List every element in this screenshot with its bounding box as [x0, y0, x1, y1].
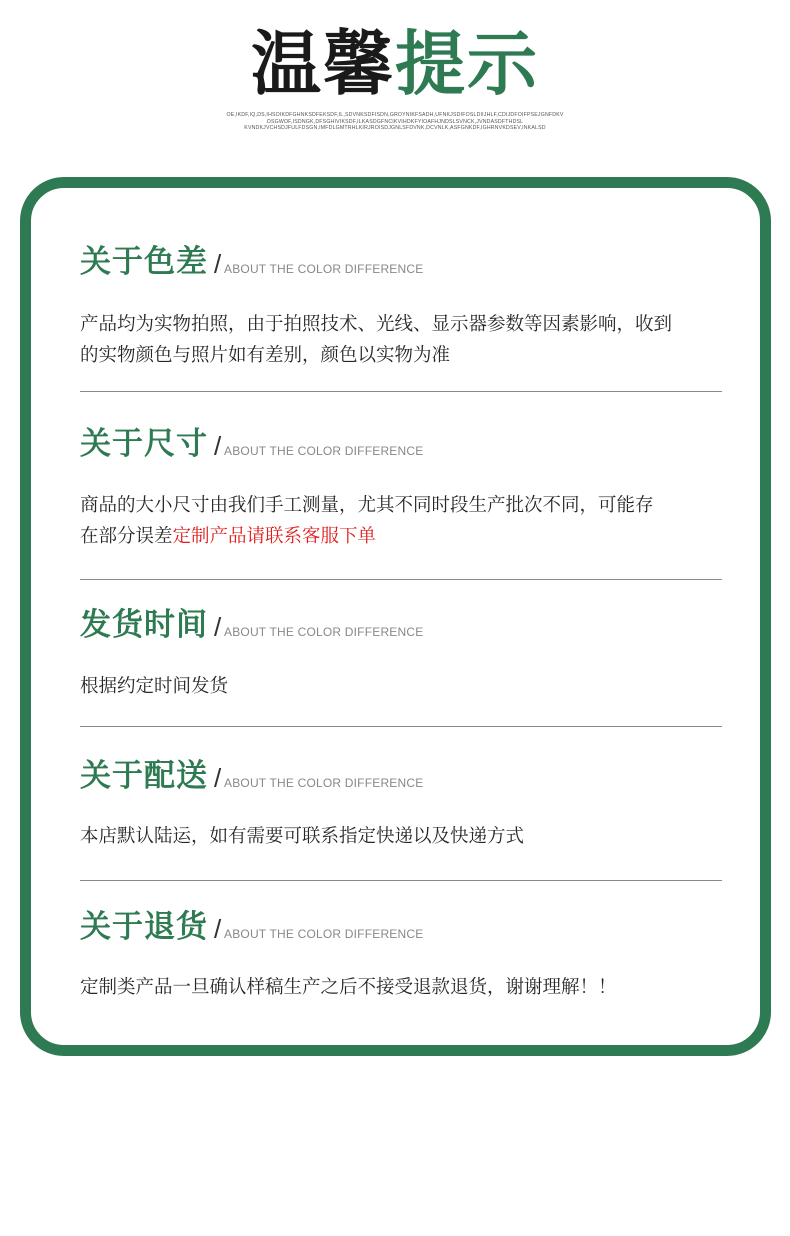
- section-title: 关于配送: [80, 758, 208, 794]
- section-size: [80, 420, 722, 464]
- section-body-line: 本店默认陆运，如有需要可联系指定快递以及快递方式: [80, 826, 525, 847]
- section-subtitle: ABOUT THE COLOR DIFFERENCE: [224, 625, 424, 639]
- section-title: 发货时间: [80, 607, 208, 643]
- section-color-difference: [80, 238, 722, 282]
- section-subtitle: ABOUT THE COLOR DIFFERENCE: [224, 444, 424, 458]
- page-title-green: 提示: [395, 23, 539, 105]
- section-body: [80, 671, 730, 702]
- section-delivery: [80, 752, 722, 796]
- divider: [80, 391, 722, 392]
- section-subtitle: ABOUT THE COLOR DIFFERENCE: [224, 262, 424, 276]
- section-slash: /: [214, 914, 222, 944]
- section-slash: /: [214, 249, 222, 279]
- custom-order-highlight: 定制产品请联系客服下单: [172, 526, 377, 547]
- section-slash: /: [214, 612, 222, 642]
- section-title: 关于退货: [80, 909, 208, 945]
- section-subtitle: ABOUT THE COLOR DIFFERENCE: [224, 776, 424, 790]
- section-subtitle: ABOUT THE COLOR DIFFERENCE: [224, 927, 424, 941]
- section-body: [80, 821, 730, 852]
- section-header: [80, 903, 722, 947]
- section-slash: /: [214, 431, 222, 461]
- section-body-text: 在部分误差: [80, 526, 173, 547]
- divider: [80, 880, 722, 881]
- section-header: [80, 752, 722, 796]
- page-title: [0, 22, 790, 106]
- section-body: [80, 490, 730, 552]
- section-body-line: 产品均为实物拍照，由于拍照技术、光线、显示器参数等因素影响，收到: [80, 314, 673, 335]
- section-title: 关于尺寸: [80, 426, 208, 462]
- section-returns: [80, 903, 722, 947]
- page-title-dark: 温馨: [251, 23, 395, 105]
- section-body-line: 根据约定时间发货: [80, 676, 229, 697]
- section-header: [80, 420, 722, 464]
- divider: [80, 726, 722, 727]
- section-body-line-2: [80, 521, 730, 552]
- section-body-line: 的实物颜色与照片如有差别，颜色以实物为准: [80, 345, 451, 366]
- section-body-line: 定制类产品一旦确认样稿生产之后不接受退款退货，谢谢理解！！: [80, 977, 617, 998]
- fine-print-line-3: KVNDKJVCHSDJFULFDSGN,IMFDLGMTRHLKIRJROISDJGNLSFDVNK,DCVNLK,ASFGNKDF,IGHRNVKDSEV,INKALSD: [244, 125, 546, 131]
- section-header: [80, 238, 722, 282]
- fine-print-line-1: OE,IKDF,IQ,DS,IHSOIKDFGHNKSDFEKSDF,IL,SDVNKSDFISDN,GROYNIKFSADH,UFNKJSDIFOSLDIIJHLF,CDIJDFOIFPSEJGNFDKV: [226, 112, 564, 118]
- section-header: [80, 601, 722, 645]
- section-title: 关于色差: [80, 244, 208, 280]
- fine-print-line-2: OSGWOF,ISDNGK,DFSGHIVIKSDF,ILKASDGFNCIKVIHDKFYIOAFHJNDSLSVNCK,JVNDASDFTHDSL: [266, 118, 524, 125]
- divider: [80, 579, 722, 580]
- section-body: [80, 309, 730, 371]
- section-slash: /: [214, 763, 222, 793]
- section-body: [80, 972, 730, 1003]
- section-shipping-time: [80, 601, 722, 645]
- section-body-line: 商品的大小尺寸由我们手工测量，尤其不同时段生产批次不同，可能存: [80, 495, 654, 516]
